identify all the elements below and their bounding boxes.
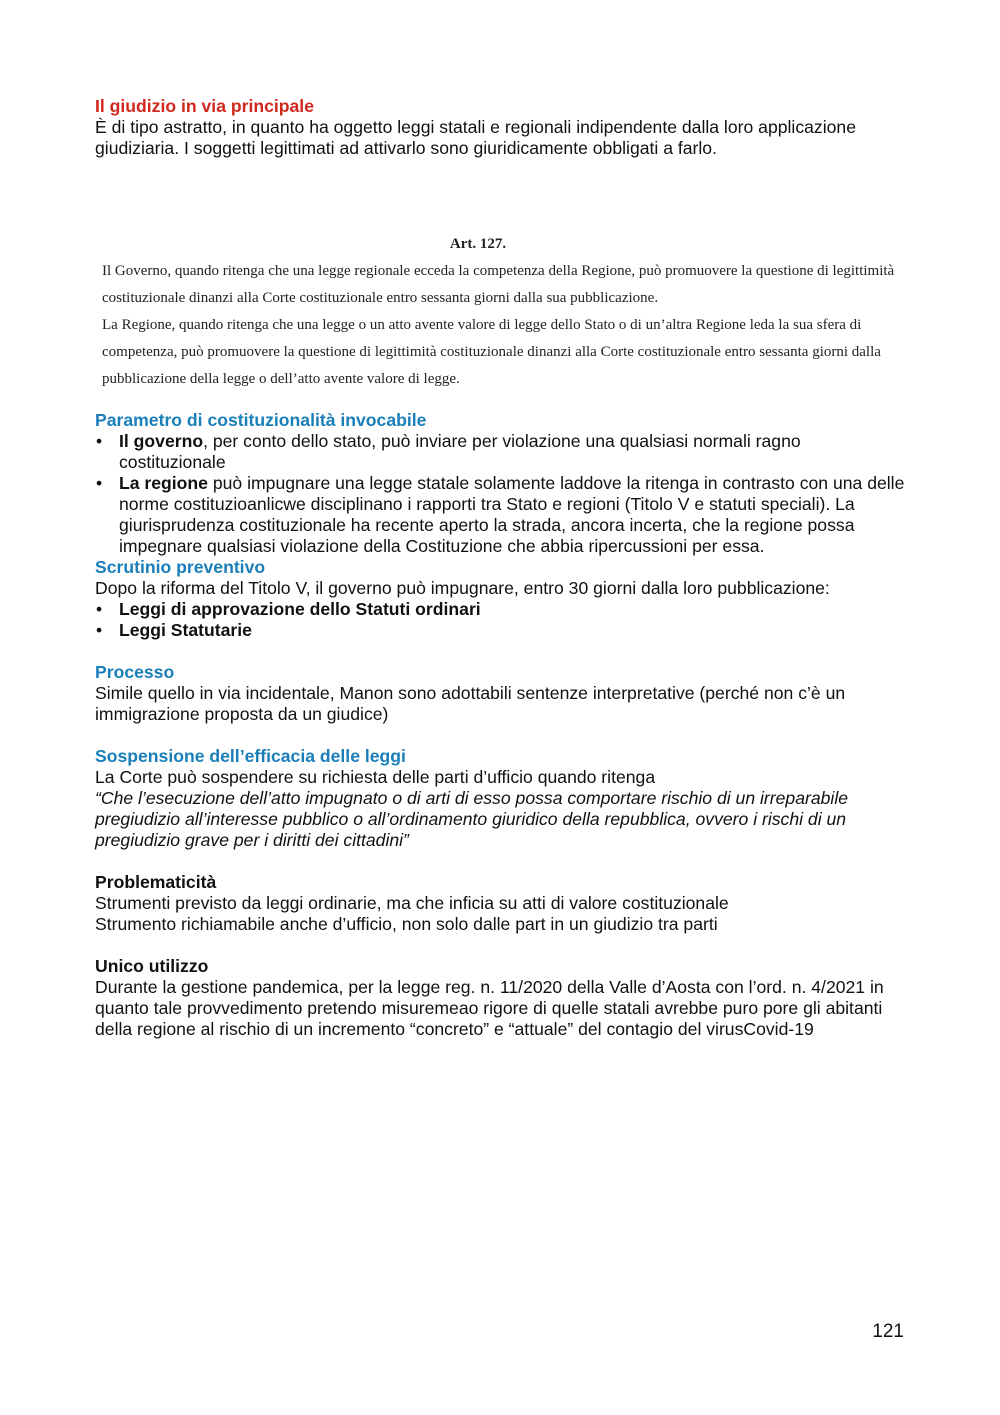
list-item <box>95 620 910 641</box>
sospensione-quote: “Che l’esecuzione dell’atto impugnato o di arti di esso possa comportare rischio di un irreparabile pregiudizio all’interesse pubblico o all’ordinamento giuridico della repubblica, ovvero i rischi di un pregiudizio grave per i diritti dei cittadini” <box>95 788 849 850</box>
list-item-bold: Leggi di approvazione dello Statuti ordinari <box>119 599 481 619</box>
problematicita-line-1: Strumenti previsto da leggi ordinarie, ma che inficia su atti di valore costituzionale <box>95 893 729 913</box>
bullet-icon: • <box>96 431 103 451</box>
list-item-bold: Leggi Statutarie <box>119 620 252 640</box>
list-item-bold: La regione <box>119 473 208 493</box>
bullet-icon: • <box>96 620 103 640</box>
section-heading-sospensione: Sospensione dell’efficacia delle leggi <box>95 746 406 766</box>
article-paragraph-1: Il Governo, quando ritenga che una legge regionale ecceda la competenza della Regione, può promuovere la questione di legittimità costituzionale dinanzi alla Corte costituzionale entro sessanta giorni dalla sua pubblicazione. <box>102 263 895 306</box>
main-content <box>95 410 910 1040</box>
bullet-icon: • <box>96 473 103 493</box>
section-heading-giudizio: Il giudizio in via principale <box>95 96 314 116</box>
intro-section <box>95 96 910 159</box>
section-heading-processo: Processo <box>95 662 175 682</box>
list-item <box>95 473 910 557</box>
scrutinio-list <box>95 599 910 641</box>
parametro-list <box>95 431 910 557</box>
section-heading-problematicita: Problematicità <box>95 872 217 892</box>
article-title: Art. 127. <box>449 236 507 252</box>
section-heading-parametro: Parametro di costituzionalità invocabile <box>95 410 427 430</box>
bullet-icon: • <box>96 599 103 619</box>
sospensione-text: La Corte può sospendere su richiesta delle parti d’ufficio quando ritenga <box>95 767 656 787</box>
list-item-text: può impugnare una legge statale solamente laddove la ritenga in contrasto con una delle norme costituzioanlicwe disciplinano i rapporti tra Stato e regioni (Titolo V e statuti speciali). La giurisprudenza costituzionale ha recente aperto la strada, ancora incerta, che la regione possa impegnare qualsiasi violazione della Costituzione che abbia ripercussioni per essa. <box>119 473 905 556</box>
section-heading-scrutinio: Scrutinio preventivo <box>95 557 266 577</box>
section-heading-unico: Unico utilizzo <box>95 956 209 976</box>
processo-text: Simile quello in via incidentale, Manon sono adottabili sentenze interpretative (perché non c’è un immigrazione proposta da un giudice) <box>95 683 846 724</box>
list-item <box>95 599 910 620</box>
page-number: 121 <box>872 1321 904 1342</box>
intro-text: È di tipo astratto, in quanto ha oggetto leggi statali e regionali indipendente dalla loro applicazione giudiziaria. I soggetti legittimati ad attivarlo sono giuridicamente obbligati a farlo. <box>95 117 856 158</box>
list-item <box>95 431 910 473</box>
article-paragraph-2: La Regione, quando ritenga che una legge o un atto avente valore di legge dello Stato o di un’altra Regione leda la sua sfera di competenza, può promuovere la questione di legittimità costituzionale dinanzi alla Corte costituzionale entro sessanta giorni dalla pubblicazione della legge o dell’atto avente valore di legge. <box>102 317 881 387</box>
problematicita-line-2: Strumento richiamabile anche d’ufficio, non solo dalle part in un giudizio tra parti <box>95 914 718 934</box>
article-127-excerpt <box>102 231 902 393</box>
list-item-text: , per conto dello stato, può inviare per violazione una qualsiasi normali ragno costituzionale <box>119 431 801 472</box>
unico-text: Durante la gestione pandemica, per la legge reg. n. 11/2020 della Valle d’Aosta con l’ord. n. 4/2021 in quanto tale provvedimento pretendo misuremeao rigore di quelle statali avrebbe puro pore gli abitanti della regione al rischio di un incremento “concreto” e “attuale” del contagio del virusCovid-19 <box>95 977 884 1039</box>
list-item-bold: Il governo <box>119 431 204 451</box>
scrutinio-text: Dopo la riforma del Titolo V, il governo può impugnare, entro 30 giorni dalla loro pubblicazione: <box>95 578 830 598</box>
